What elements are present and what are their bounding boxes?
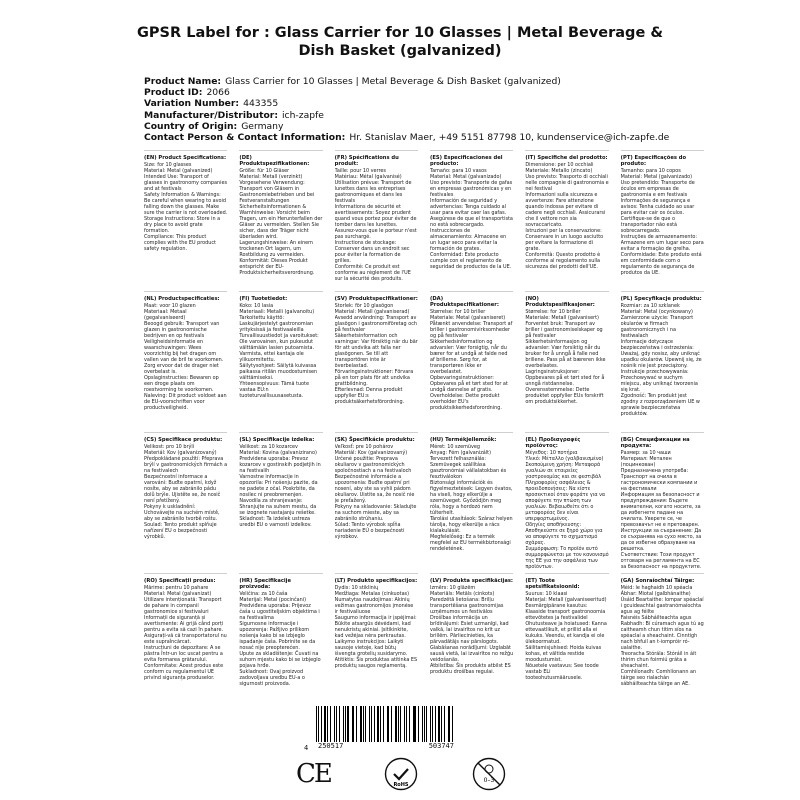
spec-heading: (PL) Specyfikacje produktu:	[620, 296, 702, 302]
spec-cell	[144, 150, 227, 291]
spec-body: Tamanho: para 10 copos Material: Metal (galvanizado) Uso pretendido: Transporte de óculos em empresas de gastronomia e em festivais Informações de segurança e avisos: Tenha cuidado ao usar para evitar cair os óculos. Certifique-se de que o transportador não está sobrecarregado. Instruções de armazenamento: Armazene em um lugar seco para evitar a formação de grelha. Conformidade: Este produto está em conformidade com o regulamento de segurança de produtos da UE.	[620, 168, 704, 277]
barcode-bar	[452, 706, 453, 742]
barcode-bar	[422, 706, 423, 742]
spec-heading: (HU) Termékjellemzők:	[430, 437, 497, 443]
svg-text:RoHS: RoHS	[393, 782, 409, 788]
spec-body: Méret: 10 szemüveg Anyag: Fém (galvanizált) Tervezett felhasználás: Szemüvegek szállítása gasztronómiai vállalatokban és fesztiválokon Biztonsági információk és figyelmeztetések: Legyen óvatos, ha viseli, hogy elkerülje a szemüveget. Győződjön meg róla, hogy a hordozó nem túlterhelt. Tárolási utasítások: Száraz helyen tárolja, hogy elkerülje a rács kialakulását. Megfelelőség: Ez a termék megfelel az EU termékbiztonsági rendeletének.	[430, 444, 513, 553]
meta-row	[144, 110, 764, 121]
spec-cell	[621, 150, 704, 291]
spec-cell	[239, 432, 322, 573]
barcode-lead-digit: 4	[304, 744, 309, 752]
barcode-bar	[336, 706, 337, 742]
spec-heading: (DA) Produktspecifikationer:	[430, 296, 499, 309]
spec-heading: (EL) Προδιαγραφές προϊόντος:	[525, 437, 581, 450]
barcode-bar	[435, 706, 436, 742]
barcode-bar	[365, 706, 366, 742]
spec-cell	[430, 150, 513, 291]
ce-mark-icon: CE	[296, 759, 331, 789]
spec-cell	[430, 432, 513, 573]
spec-heading: (LV) Produkta specifikācijas:	[430, 578, 513, 584]
spec-body: Veľkosť: pre 10 pohárov Materiál: Kov (galvanizovaný) Určené použitie: Preprava okuliarov v gastronomických spoločnostiach a na festivaloch Bezpečnostné informácie a upozornenia: Buďte opatrní pri nosení, aby ste sa vyhli pádom okuliarov. Uistite sa, že nosič nie je preťažený. Pokyny na skladovanie: Skladujte na suchom mieste, aby sa zabránilo strúhaniu. Súlad: Tento výrobok spĺňa nariadenie EÚ o bezpečnosti výrobkov.	[334, 444, 417, 541]
spec-heading: (SV) Produktspecifikationer:	[334, 296, 418, 302]
meta-key: Manufacturer/Distributor:	[144, 109, 278, 121]
barcode-bar	[409, 706, 410, 742]
barcode-bar	[449, 706, 450, 742]
barcode-bar	[356, 706, 357, 742]
meta-key: Product Name:	[144, 76, 222, 87]
barcode-bar	[327, 706, 328, 742]
spec-body: Size: for 10 glasses Material: Metal (galvanized) Intended Use: Transport of glasses in gastronomy companies and at festivals Safety Information & Warnings: Be careful when wearing to avoid falling down the glasses. Make sure the carrier is not overloaded. Storage Instructions: Store in a dry place to avoid grate formation. Compliance: This product complies with the EU product safety regulation.	[144, 162, 228, 253]
meta-value: 443355	[243, 98, 279, 110]
spec-body: Velikost: pro 10 brýlí Materiál: Kov (galvanizovaný) Předpokládané použití: Přeprava brýlí v gastronomických firmách a na festivalech Bezpečnostní informace a varování: Buďte opatrní, když nosíte, aby se zabránilo pádu dolů brýle. Ujistěte se, že nosič není přetížený. Pokyny k uskladnění: Uchovávejte na suchém místě, aby se zabránilo tvorbě roštu. Soulad: Tento produkt splňuje nařízení EU o bezpečnosti výrobků.	[144, 444, 228, 541]
barcode	[304, 706, 456, 756]
spec-grid	[144, 150, 704, 714]
spec-cell	[335, 573, 418, 714]
age-warning-icon	[472, 757, 506, 791]
barcode-bar	[374, 706, 375, 742]
spec-body: Taille: pour 10 verres Matériau: Métal (galvanisé) Utilisation prévue: Transport de lunettes dans les entreprises gastronomiques et dans les festivals Informations de sécurité et avertissements: Soyez prudent quand vous portez pour éviter de tomber dans les lunettes. Assurez-vous que le porteur n'est pas surchargé. Instructions de stockage: Conserver dans un endroit sec pour éviter la formation de grilles. Conformité: Ce produit est conforme au règlement de l'UE sur la sécurité des produits.	[334, 168, 417, 283]
spec-body: Μέγεθος: 10 ποτήρια Υλικό: Μέταλλο (γαλβανισμένο) Σκοπούμενη χρήση: Μεταφορά γυαλιών σε εταιρείες γαστρονομίας και σε φεστιβάλ Πληροφορίες ασφάλειας & προειδοποιήσεις: Να είστε προσεκτικοί όταν φοράτε για να αποφύγετε την πτώση των γυαλιών. Βεβαιωθείτε ότι ο μεταφορέας δεν είναι υπερφορτωμένος. Οδηγίες αποθήκευσης: Αποθηκεύστε σε ξηρό χώρο για να αποφύγετε το σχηματισμό σχάρας. Συμμόρφωση: Το προϊόν αυτό συμμορφώνεται με τον κανονισμό της ΕΕ για την ασφάλεια των προϊόντων.	[525, 450, 609, 571]
meta-row	[144, 98, 764, 109]
barcode-bar	[347, 706, 348, 742]
meta-value: Glass Carrier for 10 Glasses | Metal Beverage & Dish Basket (galvanized)	[225, 76, 561, 87]
barcode-bar	[414, 706, 416, 742]
meta-key: Country of Origin:	[144, 120, 238, 132]
meta-key: Variation Number:	[144, 98, 240, 110]
barcode-bar	[363, 706, 364, 742]
barcode-right-digits: 503747	[428, 742, 454, 750]
meta-row	[144, 132, 764, 143]
spec-heading: (FR) Spécifications du produit:	[334, 155, 399, 168]
barcode-bar	[418, 706, 419, 742]
barcode-bars	[316, 706, 456, 742]
svg-text:0–3: 0–3	[483, 777, 495, 784]
barcode-bar	[448, 706, 449, 742]
spec-heading: (SK) Špecifikácie produktu:	[334, 437, 415, 443]
spec-cell	[239, 291, 322, 432]
barcode-bar	[316, 706, 317, 742]
spec-heading: (PT) Especificações do produto:	[620, 155, 687, 168]
spec-heading: (FI) Tuotetiedot:	[239, 296, 288, 302]
spec-body: Mărime: pentru 10 pahare Material: Metal (galvanizat) Utilizare intenționată: Transport de pahare in companii gastronomice si festivaluri Informații de siguranță și avertismente: Ai grijă când porți pentru a evita să cazi în pahare. Asigurați-vă că transportatorul nu este supraîncărcat. Instrucțiuni de depozitare: A se păstra într-un loc uscat pentru a evita formarea grătarului. Conformitate: Acest produs este conform cu regulamentul UE privind siguranța produselor.	[144, 585, 227, 682]
meta-row	[144, 121, 764, 132]
barcode-bar	[321, 706, 322, 742]
spec-heading: (LT) Produkto specifikacijos:	[334, 578, 418, 584]
barcode-bar	[406, 706, 407, 742]
meta-key: Contact Person & Contact Information:	[144, 132, 346, 144]
barcode-bar	[377, 706, 379, 742]
spec-cell	[525, 432, 608, 573]
spec-body: Größe: für 10 Gläser Material: Metall (verzinkt) Vorgesehene Verwendung: Transport von Gläsern in Gastronomiebetrieben und bei Festveranstaltungen Sicherheitsinformationen & Warnhinweise: Vorsicht beim Tragen, um ein Herunterfallen der Gläser zu vermeiden. Stellen Sie sicher, dass der Träger nicht überladen wird. Lagerungshinweise: An einem trockenen Ort lagern, um Rostbildung zu vermeiden. Konformität: Dieses Produkt entspricht der EU-Produktsicherheitsverordnung.	[239, 168, 323, 277]
spec-cell	[335, 432, 418, 573]
meta-value: Hr. Stanislav Maer, +49 5151 87798 10, kundenservice@ich-zapfe.de	[349, 132, 670, 144]
product-meta	[144, 76, 764, 143]
spec-cell	[525, 291, 608, 432]
meta-row	[144, 76, 764, 87]
barcode-bar	[438, 706, 440, 742]
spec-body: Maat: voor 10 glazen Materiaal: Metaal (gegalvaniseerd) Beoogd gebruik: Transport van glazen in gastronomische bedrijven en op festivals Veiligheidsinformatie en waarschuwingen: Wees voorzichtig bij het dragen om vallen van de bril te voorkomen. Zorg ervoor dat de drager niet overbelast is. Opslaginstructies: Bewaren op een droge plaats om roestvorming te voorkomen. Naleving: Dit product voldoet aan de EU-voorschriften voor productveiligheid.	[144, 303, 227, 412]
barcode-bar	[400, 706, 401, 742]
spec-body: Méid: le haghaidh 10 spéacla Ábhar: Miotal (galbhánaithe) Úsáid Beartaithe: Iompar spéaclaí i gcuideachtaí gastranómaíochta agus ag féilte Faisnéis Sábháilteachta agus Rabhadh: Bí cúramach agus tú ag caitheamh chun titim síos na spéaclaí a sheachaint. Cinntigh nach bhfuil an t-iompróir ró-ualaithe. Treoracha Stórála: Stóráil in áit thirim chun foirmiú gráta a sheachaint. Comhlíonadh: Comhlíonann an táirge seo rialachán sábháilteachta táirge an AE.	[620, 585, 704, 688]
spec-body: Størrelse: for 10 briller Materiale: Metal (galvaniseret) Påtænkt anvendelse: Transport af briller i gastronomivirksomheder og på festivaler Sikkerhedsinformation og advarsler: Vær forsigtig, når du bærer for at undgå at falde ned af brillerne. Sørg for, at transportøren ikke er overbelastet. Opbevaringsinstruktioner: Opbevares på et tørt sted for at undgå dannelse af gratis. Overholdelse: Dette produkt overholder EU's produktsikkerhedsforordning.	[430, 309, 513, 412]
barcode-bar	[432, 706, 433, 742]
spec-heading: (ES) Especificaciones del producto:	[430, 155, 503, 168]
spec-heading: (NO) Produktspesifikasjoner:	[525, 296, 595, 309]
spec-cell	[621, 432, 704, 573]
barcode-bar	[324, 706, 326, 742]
spec-cell	[144, 573, 227, 714]
spec-cell	[430, 573, 513, 714]
spec-heading: (ET) Toote spetsifikatsioonid:	[525, 578, 580, 591]
barcode-bar	[444, 706, 445, 742]
barcode-bar	[371, 706, 372, 742]
compliance-logos	[296, 756, 506, 792]
meta-value: Germany	[241, 120, 284, 132]
spec-heading: (CS) Specifikace produktu:	[144, 437, 223, 443]
spec-body: Dimensione: per 10 occhiali Materiale: Metallo (zincato) Uso previsto: Trasporto di occhiali nelle compagnie di gastronomia e nei festival Informazioni sulla sicurezza e avvertenze: Fare attenzione quando indossa per evitare di cadere negli occhiali. Assicurarsi che il vettore non sia sovraccaricato. Istruzioni per la conservazione: Conservare in un luogo asciutto per evitare la formazione di grate. Conformità: Questo prodotto è conforme al regolamento sulla sicurezza dei prodotti dell'UE.	[525, 162, 609, 271]
barcode-bar	[387, 706, 388, 742]
spec-body: Velikost: za 10 kozarcev Material: Kovina (galvanizirano) Predvidena uporaba: Prevoz kozarcev v gostinskih podjetjih in na festivalih Varnostne informacije in opozorila: Pri nošenju pazite, da ne padete z očal. Poskrbite, da nosilec ni preobremenjen. Navodila za shranjevanje: Shranjujte na suhem mestu, da se izognete nastajanju rešetke. Skladnost: Ta izdelek ustreza uredbi EU o varnosti izdelkov.	[239, 444, 321, 529]
spec-cell	[335, 291, 418, 432]
spec-heading: (EN) Product Specifications:	[144, 155, 227, 161]
spec-body: Veličina: za 10 čaša Materijal: Metal (pocinčani) Predviđena uporaba: Prijevoz čaša u ugostiteljskim objektima i na festivalima Sigurnosne informacije i upozorenja: Pažljivo prilikom nošenja kako bi se izbjeglo ispadanje čaša. Pobrinite se da nosač nije preopterećen. Upute za skladištenje: Čuvati na suhom mjestu kako bi se izbjeglo pojava hrđe. Sukladnost: Ovaj proizvod zadovoljava uredbu EU-a o sigurnosti proizvoda.	[239, 591, 321, 688]
meta-row	[144, 87, 764, 98]
barcode-bar	[360, 706, 362, 742]
spec-cell	[239, 573, 322, 714]
barcode-bar	[413, 706, 414, 742]
barcode-bar	[353, 706, 354, 742]
barcode-bar	[388, 706, 389, 742]
page-title: GPSR Label for : Glass Carrier for 10 Glasses | Metal Beverage & Dish Basket (galvanized)	[137, 25, 663, 59]
spec-heading: (DE) Produktspezifikationen:	[239, 155, 310, 168]
spec-heading: (SL) Specifikacije izdelka:	[239, 437, 315, 443]
barcode-bar	[398, 706, 399, 742]
spec-cell	[144, 432, 227, 573]
spec-heading: (BG) Спецификации на продукта:	[620, 437, 690, 450]
barcode-bar	[430, 706, 431, 742]
spec-heading: (IT) Specifiche del prodotto:	[525, 155, 608, 161]
meta-key: Product ID:	[144, 87, 203, 99]
barcode-bar	[330, 706, 331, 742]
barcode-bar	[352, 706, 353, 742]
barcode-bar	[334, 706, 335, 742]
spec-body: Размер: за 10 чаши Материал: Метален (поцинкован) Предназначена употреба: Транспорт на очила в гастрономически компании и на фестивали Информация за безопасност и предупреждения: Бъдете внимателни, когато носите, за да избегнете падане на очилата. Уверете се, че превозвачът не е претоварен. Инструкции за съхранение: Да се съхранява на сухо място, за да се избегне образуване на решетка. Съответствие: Този продукт отговаря на регламента на ЕС за безопасност на продуктите.	[620, 450, 702, 571]
spec-body: Rozmiar: za 10 szklanek Materiał: Metal (ocynkowany) Zamierzone użycie: Transport okularów w firmach gastronomicznych i na festiwalach Informacje dotyczące bezpieczeństwa i ostrzeżenia: Uważaj, gdy nosisz, aby uniknąć upadku okularów. Upewnij się, że nośnik nie jest przeciążony. Instrukcje przechowywania: Przechowywać w suchym miejscu, aby uniknąć tworzenia się krat. Zgodność: Ten produkt jest zgodny z rozporządzeniem UE w sprawie bezpieczeństwa produktów.	[620, 303, 702, 418]
spec-body: Dydis: 10 stiklinių Medžiaga: Metalas (cinkuotas) Numatytas naudojimas: Akinių vežimas gastronomijos įmonėse ir festivaliuose Saugumo informacija ir įspėjimai: Būkite atsargūs dėvėdami, kad nenukristų akiniai. Įsitikinkite, kad vežėjas nėra perkrautas. Laikymo instrukcijos: Laikyti sausoje vietoje, kad būtų išvengta grotelių susidarymo. Atitiktis: Šis produktas atitinka ES produktų saugos reglamentą.	[334, 585, 418, 670]
spec-cell	[335, 150, 418, 291]
spec-heading: (GA) Sonraíochtaí Táirge:	[620, 578, 695, 584]
barcode-bar	[426, 706, 427, 742]
spec-cell	[621, 291, 704, 432]
barcode-bar	[318, 706, 319, 742]
spec-body: Izmērs: 10 glāzēm Materiāls: Metāls (cinkots) Paredzētā lietošana: Brilļu transportēšana gastronomijas uzņēmumos un festivālos Drošības informācija un brīdinājumi: Esiet uzmanīgi, kad valkā, lai izvairītos no krīt uz brillēm. Pārliecinieties, ka pārvadātājs nav pārslogots. Glabāšanas norādījumi: Uzglabāt sausā vietā, lai izvairītos no režģu veidošanās. Atbilstība: Šis produkts atbilst ES produktu drošības regulai.	[430, 585, 514, 676]
barcode-bar	[345, 706, 346, 742]
meta-value: ich-zapfe	[282, 109, 324, 121]
spec-body: Suurus: 10 klaasi Materjal: Metall (galvaniseeritud) Eesmärgipärane kasutus: Klaaside transport gastronoomia ettevõtetes ja festivalidel Ohutusteave ja hoiatused: Kanna ettevaatlikult, et prillid alla ei kukuks. Veendu, et kandja ei ole ülekoormatud. Säilitamisjuhised: Hoida kuivas kohas, et vältida restide moodustumist. Nõuetele vastavus: See toode vastab ELi tooteohutusmäärusele.	[525, 591, 607, 682]
barcode-bar	[441, 706, 442, 742]
spec-body: Koko: 10 lasia Materiaali: Metalli (galvanoitu) Tarkoitettu käyttö: Laskujärjestelyt gastronomian yrityksissä ja festivaaleilla Turvallisuustiedot ja varoitukset: Ole varovainen, kun pukeudut välttämään lasien putoamista. Varmista, ettei kantaja ole ylikuormitettu. Säilytysohjeet: Säilytä kuivassa paikassa ritilän muodostumisen välttämiseksi. Yhteensopivuus: Tämä tuote vastaa EU:n tuoteturvallisuusasetusta.	[239, 303, 319, 400]
meta-value: 2066	[206, 87, 230, 99]
barcode-bar	[395, 706, 397, 742]
spec-body: Storlek: för 10 glasögon Material: Metall (galvaniserad) Avsedd användning: Transport av glasögon i gastronomiföretag och på festivaler Säkerhetsinformation och varningar: Var försiktig när du bär för att undvika att falla ner glasögonen. Se till att transportören inte är överbelastad. Förvaringsinstruktioner: Förvara på en torr plats för att undvika grattbildning. Efterlevnad: Denna produkt uppfyller EU:s produktsäkerhetsförordning.	[334, 303, 418, 406]
spec-cell	[430, 291, 513, 432]
barcode-bar	[369, 706, 370, 742]
spec-cell	[239, 150, 322, 291]
spec-cell	[144, 291, 227, 432]
barcode-bar	[383, 706, 384, 742]
spec-heading: (NL) Productspecificaties:	[144, 296, 220, 302]
spec-cell	[525, 150, 608, 291]
barcode-bar	[404, 706, 405, 742]
rohs-icon	[384, 757, 418, 791]
barcode-bar	[343, 706, 344, 742]
barcode-bar	[380, 706, 381, 742]
spec-heading: (RO) Specificații produs:	[144, 578, 216, 584]
spec-body: Tamaño: para 10 vasos Material: Metal (galvanizado) Uso previsto: Transporte de gafas en empresas gastronómicas y en festivales Información de seguridad y advertencias: Tenga cuidado al usar para evitar caer las gafas. Asegúrese de que el transportista no está sobrecargado. Instrucciones de almacenamiento: Almacene en un lugar seco para evitar la formación de grates. Conformidad: Este producto cumple con el reglamento de seguridad de productos de la UE.	[430, 168, 513, 271]
spec-heading: (HR) Specifikacije proizvoda:	[239, 578, 291, 591]
spec-body: Størrelse: for 10 briller Materiale: Metall (galvanisert) Forventet bruk: Transport av briller i gastronomiselskaper og på festivaler Sikkerhetsinformasjon og advarsler: Vær forsiktig når du bruker for å unngå å falle ned brillene. Pass på at bæreren ikke overbelastes. Lagringsinstruksjoner: Oppbevares på et tørt sted for å unngå ristdannelse. Overensstemmelse: Dette produktet oppfyller EUs forskrift om produktsikkerhet.	[525, 309, 606, 406]
spec-cell	[621, 573, 704, 714]
barcode-bar	[424, 706, 425, 742]
barcode-bar	[339, 706, 341, 742]
barcode-bar	[391, 706, 392, 742]
spec-cell	[525, 573, 608, 714]
barcode-left-digits: 250517	[318, 742, 344, 750]
